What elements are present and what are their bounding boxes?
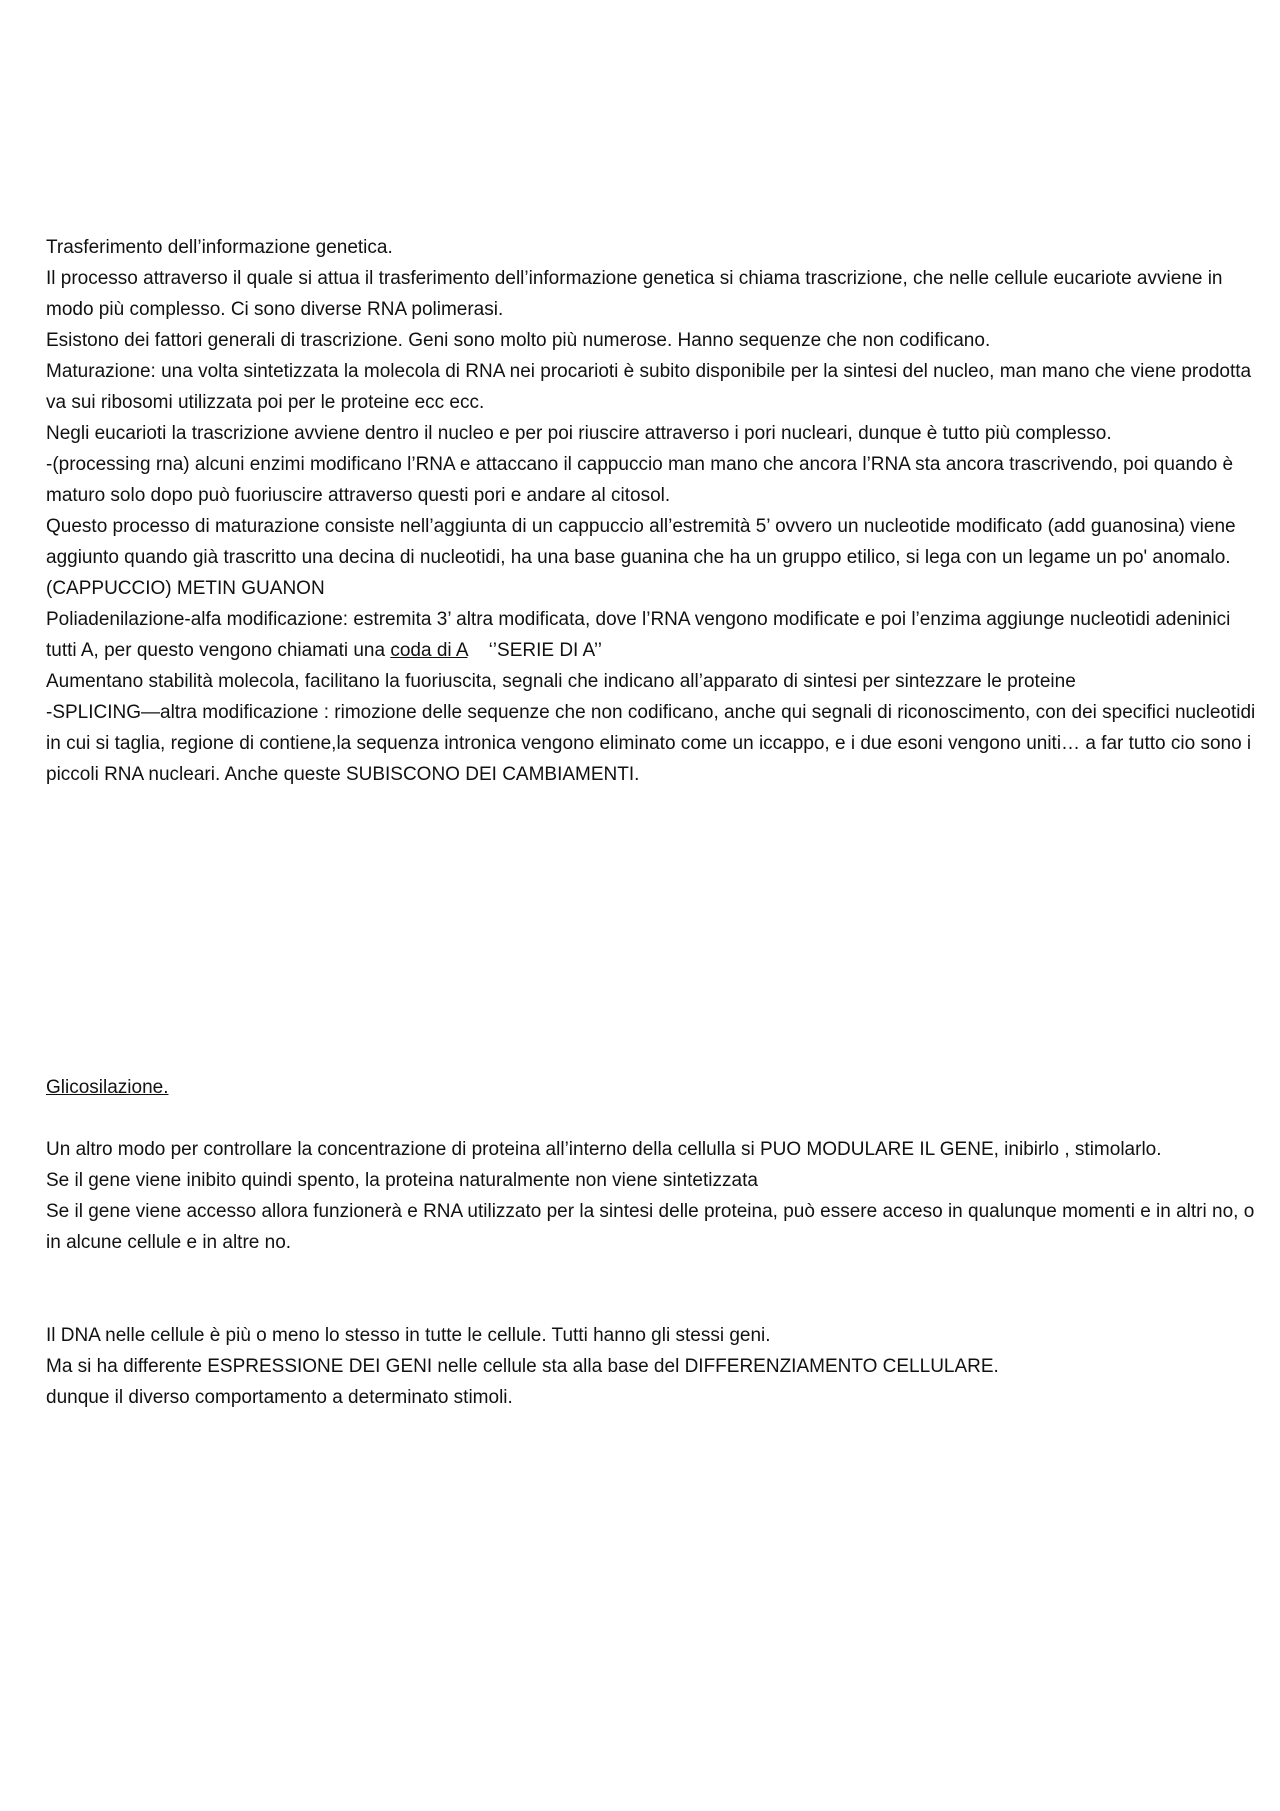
paragraph: dunque il diverso comportamento a determinato stimoli. [46,1387,513,1408]
paragraph: Questo processo di maturazione consiste nell’aggiunta di un cappuccio all’estremità 5’ ovvero un nucleotide modificato (add guanosina) viene aggiunto quando già trascritto una decina di nucleotidi, ha una base guanina che ha un gruppo etilico, si lega con un legame un po' anomalo. (CAPPUCCIO) METIN GUANON [46,516,1236,599]
underlined-term: coda di A [390,640,468,661]
paragraph: Il processo attraverso il quale si attua il trasferimento dell’informazione genetica si chiama trascrizione, che nelle cellule eucariote avviene in modo più complesso. Ci sono diverse RNA polimerasi. [46,268,1223,320]
section-transcription [46,232,1256,790]
paragraph: Ma si ha differente ESPRESSIONE DEI GENI nelle cellule sta alla base del DIFFERENZIAMENTO CELLULARE. [46,1356,999,1377]
text-run: ‘’SERIE DI A’’ [467,640,602,661]
paragraph: Un altro modo per controllare la concentrazione di proteina all’interno della cellulla si PUO MODULARE IL GENE, inibirlo , stimolarlo. [46,1139,1162,1160]
paragraph: Esistono dei fattori generali di trascrizione. Geni sono molto più numerose. Hanno sequenze che non codificano. [46,330,991,351]
paragraph: Maturazione: una volta sintetizzata la molecola di RNA nei procarioti è subito disponibile per la sintesi del nucleo, man mano che viene prodotta va sui ribosomi utilizzata poi per le proteine ecc ecc. [46,361,1252,413]
paragraph: Il DNA nelle cellule è più o meno lo stesso in tutte le cellule. Tutti hanno gli stessi geni. [46,1325,771,1346]
paragraph: Negli eucarioti la trascrizione avviene dentro il nucleo e per poi riuscire attraverso i pori nucleari, dunque è tutto più complesso. [46,423,1112,444]
text-run: Poliadenilazione-alfa modificazione: estremita 3’ altra modificata, dove l’RNA vengono modificate e poi l’enzima aggiunge nucleotidi adeninici tutti A, per questo vengono chiamati una [46,609,1231,661]
paragraph: Aumentano stabilità molecola, facilitano la fuoriuscita, segnali che indicano all’apparato di sintesi per sintezzare le proteine [46,671,1076,692]
paragraph: -(processing rna) alcuni enzimi modificano l’RNA e attaccano il cappuccio man mano che ancora l’RNA sta ancora trascrivendo, poi quando è maturo solo dopo può fuoriuscire attraverso questi pori e andare al citosol. [46,454,1234,506]
section-title: Glicosilazione. [46,1077,169,1098]
section-gene-expression [46,1320,1256,1413]
paragraph: Se il gene viene inibito quindi spento, la proteina naturalmente non viene sintetizzata [46,1170,758,1191]
section-glycosylation-heading [46,1072,1256,1103]
paragraph: Se il gene viene accesso allora funzionerà e RNA utilizzato per la sintesi delle proteina, può essere acceso in qualunque momenti e in altri no, o in alcune cellule e in altre no. [46,1201,1255,1253]
section-glycosylation [46,1134,1256,1258]
paragraph-polyadenylation [46,604,1256,666]
section-title: Trasferimento dell’informazione genetica. [46,237,393,258]
paragraph: -SPLICING—altra modificazione : rimozione delle sequenze che non codificano, anche qui segnali di riconoscimento, con dei specifici nucleotidi in cui si taglia, regione di contiene,la sequenza intronica vengono eliminato come un iccappo, e i due esoni vengono uniti… a far tutto cio sono i piccoli RNA nucleari. Anche queste SUBISCONO DEI CAMBIAMENTI. [46,702,1256,785]
